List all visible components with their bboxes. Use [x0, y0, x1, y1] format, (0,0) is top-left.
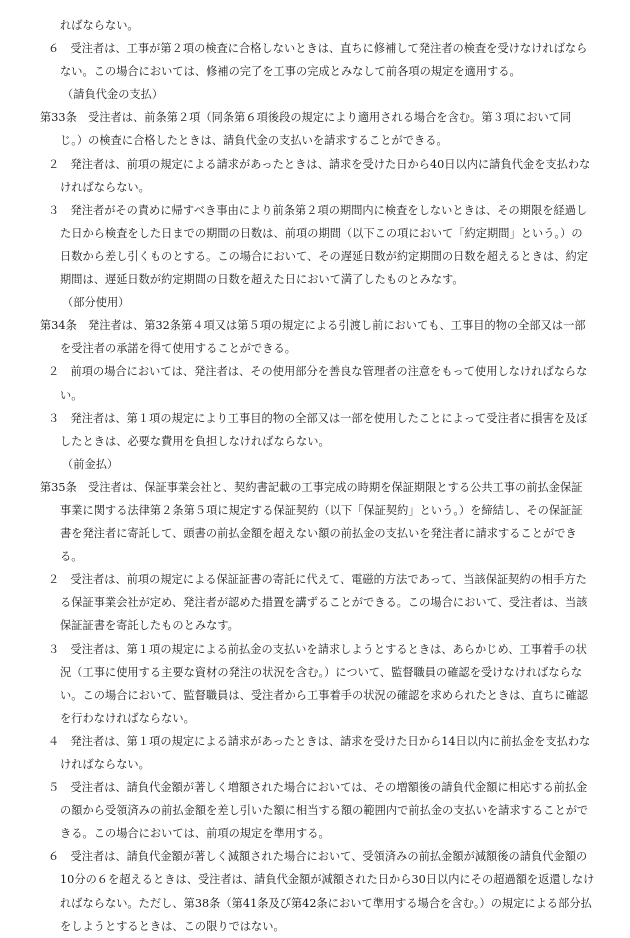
- paragraph-2: ２ 受注者は、前項の規定による保証証書の寄託に代えて、電磁的方法であって、当該保証契約の相手方た: [48, 573, 587, 587]
- article-35: 第35条 受注者は、保証事業会社と、契約書記載の工事完成の時期を保証期限とする公共工事の前払金保証: [40, 480, 583, 494]
- paragraph-6: ６ 受注者は、工事が第２項の検査に合格しないときは、直ちに修補して発注者の検査を受けなければなら: [48, 42, 588, 56]
- text-line: い。この場合において、監督職員は、受注者から工事着手の状況の確認を求められたときは、直ちに確認: [60, 688, 588, 702]
- text-line: 況（工事に使用する主要な資材の発注の状況を含む。）について、監督職員の確認を受けなければならな: [60, 665, 583, 679]
- text-line: る保証事業会社が定め、発注者が認めた措置を講ずることができる。この場合において、受注者は、当該: [60, 596, 588, 610]
- text-line: を行わなければならない。: [60, 711, 195, 725]
- text-line: じ。）の検査に合格したときは、請負代金の支払いを請求することができる。: [60, 134, 448, 148]
- text-line: 期間は、遅延日数が約定期間の日数を超えた日において満了したものとみなす。: [60, 273, 464, 287]
- article-34: 第34条 発注者は、第32条第４項又は第５項の規定による引渡し前においても、工事目的物の全部又は一部: [40, 319, 586, 333]
- paragraph-4: ４ 発注者は、第１項の規定による請求があったときは、請求を受けた日から14日以内に前払金を支払わな: [48, 734, 591, 748]
- section-heading-payment: （請負代金の支払）: [62, 88, 164, 102]
- text-line: ればならない。: [60, 19, 139, 32]
- text-line: 日数から差し引くものとする。この場合において、その遅延日数が約定期間の日数を超えるときは、約定: [60, 249, 588, 263]
- section-heading-partial-use: （部分使用）: [62, 296, 130, 310]
- text-line: ない。この場合においては、修補の完了を工事の完成とみなして前各項の規定を適用する。: [60, 65, 521, 79]
- paragraph-5: ５ 受注者は、請負代金額が著しく増額された場合においては、その増額後の請負代金額に相応する前払金: [48, 781, 588, 795]
- text-line: る。: [60, 550, 83, 564]
- text-line: をしようとするときは、この限りではない。: [60, 919, 285, 933]
- text-line: の額から受領済みの前払金額を差し引いた額に相当する額の範囲内で前払金の支払いを請求することがで: [60, 804, 589, 818]
- text-line: ければならない。: [60, 758, 150, 771]
- paragraph-2: ２ 発注者は、前項の規定による請求があったときは、請求を受けた日から40日以内に請負代金を支払わな: [48, 157, 591, 171]
- paragraph-3: ３ 発注者がその責めに帰すべき事由により前条第２項の期間内に検査をしないときは、その期限を経過し: [48, 203, 588, 217]
- text-line: したときは、必要な費用を負担しなければならない。: [60, 434, 330, 448]
- section-heading-advance-payment: （前金払）: [62, 457, 119, 471]
- text-line: を受注者の承諾を得て使用することができる。: [60, 342, 296, 356]
- paragraph-3: ３ 発注者は、第１項の規定により工事目的物の全部又は一部を使用したことによって受注者に損害を及ぼ: [48, 411, 588, 425]
- text-line: きる。この場合においては、前項の規定を準用する。: [60, 827, 330, 841]
- paragraph-6: ６ 受注者は、請負代金額が著しく減額された場合において、受領済みの前払金額が減額後の請負代金額の: [48, 850, 588, 864]
- text-line: ればならない。ただし、第38条（第41条及び第42条において準用する場合を含む。）の規定による部分払: [60, 896, 592, 910]
- text-line: い。: [60, 388, 83, 402]
- text-line: ければならない。: [60, 180, 150, 194]
- text-line: 保証証書を寄託したものとみなす。: [60, 619, 239, 633]
- text-line: 事業に関する法律第２条第５項に規定する保証契約（以下「保証契約」という。）を締結し、その保証証: [60, 503, 583, 517]
- article-33: 第33条 受注者は、前条第２項（同条第６項後段の規定により適用される場合を含む。第３項において同: [40, 111, 572, 125]
- paragraph-2: ２ 前項の場合においては、発注者は、その使用部分を善良な管理者の注意をもって使用しなければならな: [48, 365, 588, 379]
- text-line: 書を発注者に寄託して、頭書の前払金額を超えない額の前払金の支払いを発注者に請求することができ: [60, 527, 577, 541]
- text-line: た日から検査をした日までの期間の日数は、前項の期間（以下この項において「約定期間」という。）の: [60, 226, 583, 240]
- paragraph-3: ３ 受注者は、第１項の規定による前払金の支払いを請求しようとするときは、あらかじめ、工事着手の状: [48, 642, 587, 656]
- text-line: 10分の６を超えるときは、受注者は、請負代金額が減額された日から30日以内にその超過額を返還しなけ: [60, 873, 595, 887]
